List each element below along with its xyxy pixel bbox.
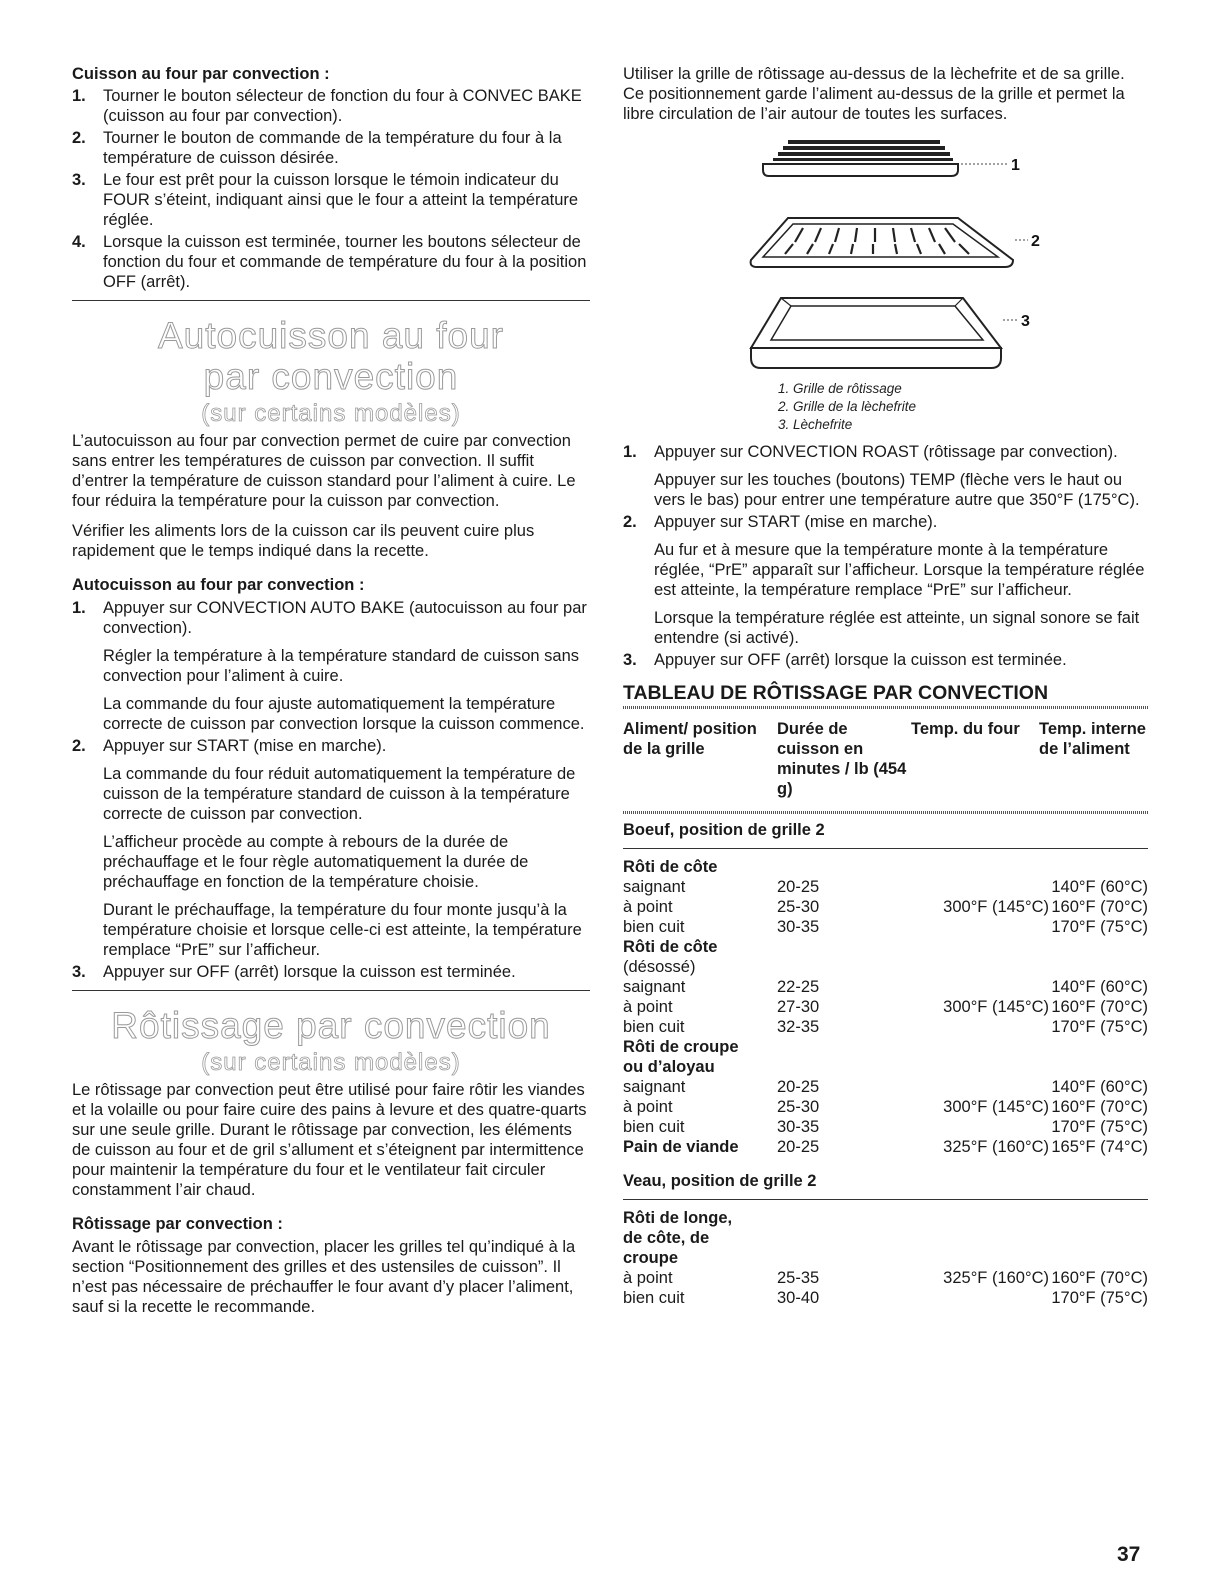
step-text: Appuyer sur OFF (arrêt) lorsque la cuisson est terminée. xyxy=(654,651,1067,669)
intro-paragraph: Utiliser la grille de rôtissage au-dessus de la lèchefrite et de sa grille. Ce positionnement garde l’aliment au-dessus de la grille et permet la libre circulation de l’air autour de toutes les surfaces. xyxy=(623,65,1125,123)
step-number: 3. xyxy=(72,963,86,981)
step-item xyxy=(623,650,1148,670)
step-item xyxy=(623,512,1148,648)
table-cell: 25-35 xyxy=(777,1269,820,1287)
auto-bake-steps xyxy=(72,598,590,982)
table-cell xyxy=(911,977,1049,997)
step-text: Appuyer sur START (mise en marche). xyxy=(654,513,938,531)
step-item xyxy=(72,128,590,168)
step-text: L’afficheur procède au compte à rebours de la durée de préchauffage et le four règle automatiquement la durée de préchauffage en fonction de la température choisie. xyxy=(103,833,529,891)
step-item xyxy=(72,86,590,126)
left-column xyxy=(72,64,590,1327)
table-cell: bien cuit xyxy=(623,1289,685,1307)
table-cell: 170°F (75°C) xyxy=(1051,1118,1148,1136)
roast-table-body xyxy=(623,820,1148,1308)
broiler-grid-drawing xyxy=(751,218,1028,267)
table-group-heading: Boeuf, position de grille 2 xyxy=(623,820,1148,849)
section-title-line: par convection xyxy=(203,356,459,397)
table-cell xyxy=(1049,1248,1148,1268)
table-row xyxy=(623,1037,1148,1057)
table-cell xyxy=(911,1288,1049,1308)
table-row xyxy=(623,1137,1148,1157)
step-text: Appuyer sur les touches (boutons) TEMP (flèche vers le haut ou vers le bas) pour entrer une température autre que 350°F (175°C). xyxy=(654,471,1140,509)
dotted-rule xyxy=(623,811,1148,814)
step-text: Durant le préchauffage, la température du four monte jusqu’à la température choisie et lorsque celle-ci est atteinte, la température remplace “PrE” sur l’afficheur. xyxy=(103,901,582,959)
table-cell: croupe xyxy=(623,1249,679,1267)
table-cell: bien cuit xyxy=(623,1018,685,1036)
table-cell xyxy=(911,1208,1049,1228)
step-number: 3. xyxy=(623,651,637,669)
table-cell: 170°F (75°C) xyxy=(1051,918,1148,936)
table-cell xyxy=(777,1057,911,1077)
step-item xyxy=(623,442,1148,510)
convection-bake-steps xyxy=(72,86,590,292)
table-cell: 25-30 xyxy=(777,898,820,916)
table-cell: 30-35 xyxy=(777,918,820,936)
table-cell: Rôti de côte xyxy=(623,938,718,956)
table-cell xyxy=(1049,937,1148,957)
table-cell: Rôti de croupe xyxy=(623,1038,739,1056)
table-row xyxy=(623,1097,1148,1117)
caption: 2. Grille de la lèchefrite xyxy=(778,399,917,414)
step-number: 2. xyxy=(72,129,86,147)
section-divider xyxy=(72,990,590,991)
roasting-pan-illustration xyxy=(623,130,1148,375)
step-text: Régler la température à la température standard de cuisson sans convection pour l’aliment à cuire. xyxy=(103,647,580,685)
table-cell: 160°F (70°C) xyxy=(1051,898,1148,916)
table-row xyxy=(623,937,1148,957)
table-cell xyxy=(911,1017,1049,1037)
step-text: Au fur et à mesure que la température monte à la température réglée, “PrE” apparaît sur l’afficheur. Lorsque la température réglée est atteinte, la température remplace “PrE” sur l’afficheur. xyxy=(654,541,1145,599)
table-row xyxy=(623,957,1148,977)
table-cell: 140°F (60°C) xyxy=(1051,978,1148,996)
convection-roast-heading: Rôtissage par convection : xyxy=(72,1215,283,1233)
table-row xyxy=(623,877,1148,897)
table-cell xyxy=(911,1077,1049,1097)
table-row xyxy=(623,1228,1148,1248)
dotted-rule xyxy=(623,706,1148,709)
table-cell xyxy=(777,857,911,877)
step-text: Appuyer sur CONVECTION ROAST (rôtissage par convection). xyxy=(654,443,1118,461)
table-cell xyxy=(911,917,1049,937)
table-row xyxy=(623,1117,1148,1137)
header-cell: Temp. interne de l’aliment xyxy=(1039,720,1146,758)
convection-bake-heading: Cuisson au four par convection : xyxy=(72,65,330,83)
step-item xyxy=(72,598,590,734)
roasting-pan-figure xyxy=(623,130,1148,432)
table-cell: Pain de viande xyxy=(623,1138,739,1156)
table-cell xyxy=(1049,1208,1148,1228)
page-number: 37 xyxy=(1117,1543,1141,1566)
table-cell: Rôti de longe, xyxy=(623,1209,733,1227)
step-text: La commande du four réduit automatiquement la température de cuisson de la température standard de cuisson à la température correcte de cuisson par convection. xyxy=(103,765,576,823)
table-cell xyxy=(1049,1057,1148,1077)
table-row xyxy=(623,1248,1148,1268)
table-cell: 300°F (145°C) xyxy=(943,998,1049,1016)
step-text: Tourner le bouton de commande de la température du four à la température de cuisson désirée. xyxy=(103,129,562,167)
step-item xyxy=(72,170,590,230)
table-cell: 32-35 xyxy=(777,1018,820,1036)
table-cell: de côte, de xyxy=(623,1229,710,1247)
section-subtitle: (sur certains modèles) xyxy=(201,1049,461,1076)
table-cell xyxy=(777,1037,911,1057)
table-cell: saignant xyxy=(623,878,686,896)
step-text: Appuyer sur OFF (arrêt) lorsque la cuisson est terminée. xyxy=(103,963,516,981)
table-cell: 20-25 xyxy=(777,1138,820,1156)
table-cell xyxy=(777,1208,911,1228)
header-cell: Durée de cuisson en minutes / lb (454 g) xyxy=(777,720,907,798)
step-text: La commande du four ajuste automatiquement la température correcte de cuisson par convection lorsque la cuisson commence. xyxy=(103,695,585,733)
table-row xyxy=(623,997,1148,1017)
table-cell: à point xyxy=(623,898,673,916)
table-cell: à point xyxy=(623,1098,673,1116)
table-cell: 300°F (145°C) xyxy=(943,898,1049,916)
convection-roast-title: Rôtissage par convection xyxy=(111,1005,551,1046)
table-cell: Rôti de côte xyxy=(623,858,718,876)
paragraph: L’autocuisson au four par convection permet de cuire par convection sans entrer les températures de cuisson par convection. Il suffit d’entrer la température de cuisson standard pour l’aliment à cuire. Le four réduira la température pour la cuisson par convection. xyxy=(72,432,576,510)
table-cell xyxy=(777,1228,911,1248)
table-cell xyxy=(911,957,1049,977)
table-row xyxy=(623,857,1148,877)
table-row xyxy=(623,1057,1148,1077)
table-cell xyxy=(777,937,911,957)
roast-table-title: TABLEAU DE RÔTISSAGE PAR CONVECTION xyxy=(623,682,1049,704)
header-cell: Aliment/ position de la grille xyxy=(623,720,757,758)
step-number: 1. xyxy=(72,87,86,105)
table-cell: 20-25 xyxy=(777,878,820,896)
step-number: 1. xyxy=(623,443,637,461)
callout-label: 2 xyxy=(1031,233,1040,250)
table-cell: 170°F (75°C) xyxy=(1051,1018,1148,1036)
table-cell: saignant xyxy=(623,978,686,996)
table-cell: 27-30 xyxy=(777,998,820,1016)
table-cell xyxy=(777,1248,911,1268)
section-subtitle: (sur certains modèles) xyxy=(201,400,461,427)
callout-label: 1 xyxy=(1011,157,1020,174)
paragraph: Vérifier les aliments lors de la cuisson car ils peuvent cuire plus rapidement que le temps indiqué dans la recette. xyxy=(72,522,535,560)
table-group-heading: Veau, position de grille 2 xyxy=(623,1171,1148,1200)
broiler-pan-drawing xyxy=(751,298,1018,368)
table-cell: 170°F (75°C) xyxy=(1051,1289,1148,1307)
convection-roast-steps xyxy=(623,442,1148,670)
callout-label: 3 xyxy=(1021,313,1030,330)
table-cell: 20-25 xyxy=(777,1078,820,1096)
table-cell: 25-30 xyxy=(777,1098,820,1116)
table-cell xyxy=(1049,957,1148,977)
table-row xyxy=(623,917,1148,937)
table-cell: 300°F (145°C) xyxy=(943,1098,1049,1116)
table-cell: 160°F (70°C) xyxy=(1051,1269,1148,1287)
step-item xyxy=(72,736,590,960)
table-cell xyxy=(911,1037,1049,1057)
step-number: 2. xyxy=(623,513,637,531)
table-cell: 22-25 xyxy=(777,978,820,996)
step-text: Le four est prêt pour la cuisson lorsque le témoin indicateur du FOUR s’éteint, indiquant ainsi que le four a atteint la température réglée. xyxy=(103,171,579,229)
step-item xyxy=(72,962,590,982)
table-cell: 30-40 xyxy=(777,1289,820,1307)
right-column xyxy=(623,64,1148,1308)
step-text: Lorsque la température réglée est atteinte, un signal sonore se fait entendre (si activé). xyxy=(654,609,1140,647)
table-cell xyxy=(1049,857,1148,877)
table-cell xyxy=(777,957,911,977)
table-cell: bien cuit xyxy=(623,1118,685,1136)
table-cell xyxy=(911,1248,1049,1268)
step-text: Tourner le bouton sélecteur de fonction du four à CONVEC BAKE (cuisson au four par convection). xyxy=(103,87,582,125)
table-group-rows xyxy=(623,1208,1148,1308)
roasting-rack-drawing xyxy=(763,140,1008,176)
table-cell: 165°F (74°C) xyxy=(1051,1138,1148,1156)
table-cell xyxy=(1049,1037,1148,1057)
table-cell: à point xyxy=(623,1269,673,1287)
roast-table-header xyxy=(623,719,1148,799)
table-cell xyxy=(911,1117,1049,1137)
step-text: Lorsque la cuisson est terminée, tourner les boutons sélecteur de fonction du four et commande de température du four à la position OFF (arrêt). xyxy=(103,233,587,291)
table-row xyxy=(623,1208,1148,1228)
table-row xyxy=(623,977,1148,997)
table-cell xyxy=(911,857,1049,877)
step-number: 4. xyxy=(72,233,86,251)
table-cell: 140°F (60°C) xyxy=(1051,878,1148,896)
caption: 1. Grille de rôtissage xyxy=(778,381,902,396)
table-cell: ou d’aloyau xyxy=(623,1058,715,1076)
table-cell: saignant xyxy=(623,1078,686,1096)
table-cell: 160°F (70°C) xyxy=(1051,1098,1148,1116)
table-cell: bien cuit xyxy=(623,918,685,936)
convection-auto-bake-title xyxy=(72,315,590,397)
table-row xyxy=(623,1268,1148,1288)
section-title-line: Autocuisson au four xyxy=(157,315,505,356)
section-divider xyxy=(72,300,590,301)
table-cell: 325°F (160°C) xyxy=(943,1269,1049,1287)
table-cell: 140°F (60°C) xyxy=(1051,1078,1148,1096)
table-cell xyxy=(911,1228,1049,1248)
step-item xyxy=(72,232,590,292)
table-row xyxy=(623,897,1148,917)
table-cell xyxy=(911,937,1049,957)
step-text: Appuyer sur START (mise en marche). xyxy=(103,737,387,755)
caption: 3. Lèchefrite xyxy=(778,417,853,432)
auto-bake-heading: Autocuisson au four par convection : xyxy=(72,576,365,594)
table-row xyxy=(623,1077,1148,1097)
step-text: Appuyer sur CONVECTION AUTO BAKE (autocuisson au four par convection). xyxy=(103,599,587,637)
table-cell xyxy=(911,1057,1049,1077)
table-cell xyxy=(911,877,1049,897)
table-cell: 30-35 xyxy=(777,1118,820,1136)
paragraph: Avant le rôtissage par convection, placer les grilles tel qu’indiqué à la section “Positionnement des grilles et des ustensiles de cuisson”. Il n’est pas nécessaire de préchauffer le four avant d’y placer l’aliment, sauf si la recette le recommande. xyxy=(72,1238,576,1316)
header-cell: Temp. du four xyxy=(911,720,1020,738)
table-cell: 160°F (70°C) xyxy=(1051,998,1148,1016)
figure-captions xyxy=(778,380,916,434)
table-cell xyxy=(1049,1228,1148,1248)
table-cell: à point xyxy=(623,998,673,1016)
table-row xyxy=(623,1017,1148,1037)
table-group-rows xyxy=(623,857,1148,1157)
step-number: 1. xyxy=(72,599,86,617)
table-cell: (désossé) xyxy=(623,958,696,976)
table-row xyxy=(623,1288,1148,1308)
step-number: 2. xyxy=(72,737,86,755)
step-number: 3. xyxy=(72,171,86,189)
table-cell: 325°F (160°C) xyxy=(943,1138,1049,1156)
paragraph: Le rôtissage par convection peut être utilisé pour faire rôtir les viandes et la volaille ou pour faire cuire des pains à levure et des quatre-quarts sur une seule grille. Durant le rôtissage par convection, les éléments de cuisson au four et de gril s’allument et s’éteignent par intermittence pour maintenir la température du four et le ventilateur fait circuler constamment l’air chaud. xyxy=(72,1081,587,1199)
